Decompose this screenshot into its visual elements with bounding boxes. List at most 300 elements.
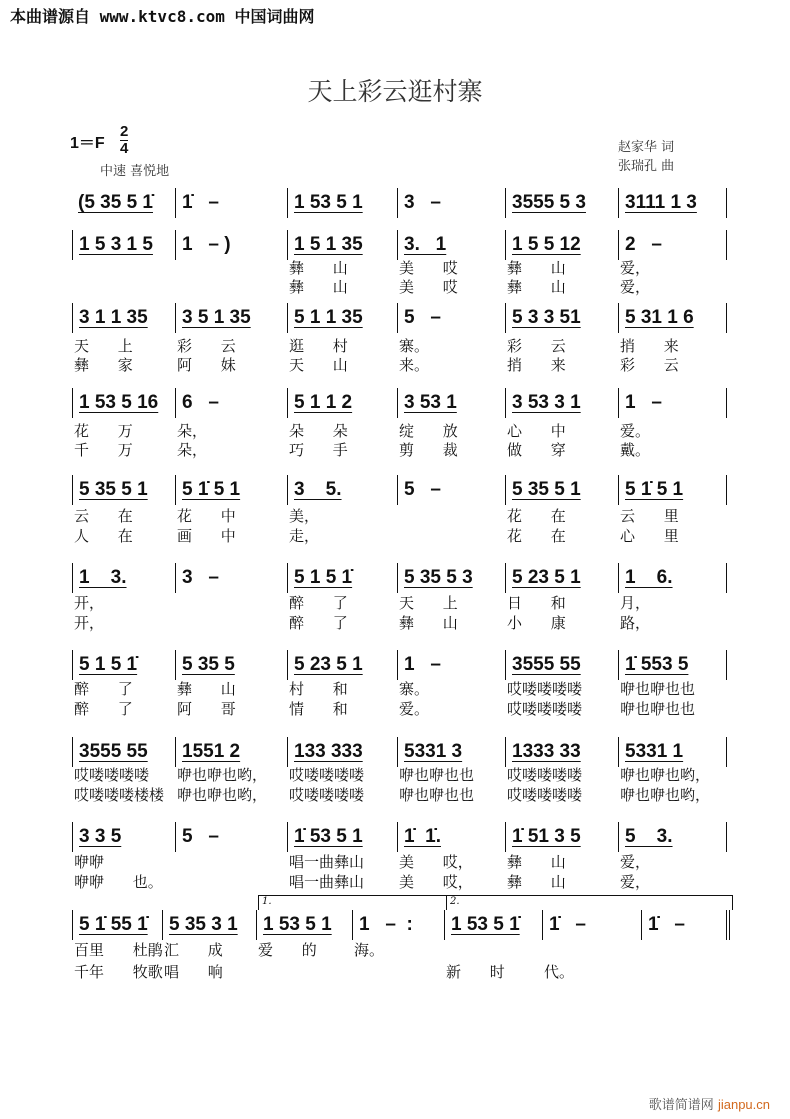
lyric-text: 彝 山: [289, 259, 348, 277]
lyric-measure: [175, 613, 287, 633]
measure-notes: 1 53 5 1: [294, 192, 363, 213]
lyric-text: [175, 872, 287, 892]
lyric-text: 天 上: [399, 594, 458, 612]
lyric-text: 咿也咿也也: [620, 680, 696, 698]
lyrics-verse-2: [0, 872, 790, 892]
measure-notes: 5 –: [404, 479, 441, 500]
lyric-measure: [618, 852, 727, 872]
lyric-text: 彩 云: [620, 356, 679, 374]
key-signature: 1＝F: [70, 135, 105, 152]
measure-notes: 5 23 5 1: [294, 654, 363, 675]
lyric-text: 朵，: [177, 422, 208, 440]
lyric-text: [175, 277, 287, 297]
measure: [72, 188, 175, 218]
staff-line: [0, 475, 790, 505]
tempo-marking: 中速 喜悦地: [100, 164, 170, 179]
lyrics-verse-1: [0, 852, 790, 872]
lyric-measure: [175, 765, 287, 785]
lyric-measure: [618, 440, 727, 460]
lyric-measure: [505, 336, 618, 356]
lyric-measure: [397, 679, 505, 699]
lyric-measure: [397, 785, 505, 805]
lyric-measure: [287, 679, 397, 699]
lyric-text: 来。: [399, 356, 430, 374]
lyrics-verse-2: [0, 962, 790, 982]
lyric-text: 咿也咿也哟，: [620, 786, 711, 804]
lyric-measure: [287, 785, 397, 805]
measure-notes: 5 31 1 6: [625, 307, 694, 328]
measure: [505, 303, 618, 333]
measure-notes: 5 1̇ 5 1: [182, 479, 241, 500]
lyric-text: 情 和: [289, 700, 348, 718]
lyric-text: 唱一曲彝山: [289, 873, 365, 891]
watermark-text: 歌谱简谱网: [648, 1098, 714, 1113]
lyric-text: [72, 258, 175, 278]
measure-notes: 2 –: [625, 234, 662, 255]
lyric-text: 彝 山: [177, 680, 236, 698]
lyric-text: 阿 哥: [177, 700, 236, 718]
lyric-text: 咿也咿也哟，: [177, 786, 268, 804]
measure-notes: 5 1̇ 5 1: [625, 479, 684, 500]
lyrics-verse-1: [0, 765, 790, 785]
lyric-text: 捎 来: [507, 356, 566, 374]
measure-notes: 3. 1: [404, 234, 447, 255]
lyric-text: [641, 940, 730, 960]
measure: [618, 563, 727, 593]
lyric-measure: [72, 699, 175, 719]
lyric-text: 小 康: [507, 614, 566, 632]
measure: [505, 650, 618, 680]
measure-notes: 5 1 5 1̇: [294, 567, 353, 588]
lyric-text: 彩 云: [177, 337, 236, 355]
measure-notes: 5 1 1 35: [294, 307, 363, 328]
measure-notes: 5 1 5 1̇: [79, 654, 138, 675]
measure: [618, 388, 727, 418]
lyric-text: 美 哎，: [399, 873, 473, 891]
lyric-measure: [287, 440, 397, 460]
lyric-text: 百里 杜鹃: [74, 941, 163, 959]
lyric-measure: [505, 355, 618, 375]
source-banner: 本曲谱源自 www.ktvc8.com 中国词曲网: [10, 7, 315, 26]
lyric-measure: [397, 613, 505, 633]
lyric-measure: [287, 355, 397, 375]
lyric-text: 彩 云: [507, 337, 566, 355]
lyric-text: 咿咿 也。: [74, 873, 163, 891]
measure-notes: 3 –: [404, 192, 441, 213]
lyric-text: 寨。: [399, 337, 430, 355]
lyric-measure: [444, 940, 542, 960]
lyric-measure: [505, 593, 618, 613]
measure: [287, 563, 397, 593]
song-title: 天上彩云逛村寨: [307, 77, 483, 106]
lyric-measure: [175, 852, 287, 872]
lyric-measure: [72, 679, 175, 699]
lyric-measure: [542, 962, 641, 982]
lyric-text: 美 哎: [399, 259, 458, 277]
lyric-text: 咿也咿也哟，: [620, 766, 711, 784]
lyric-measure: [444, 962, 542, 982]
lyric-measure: [72, 277, 175, 297]
lyric-measure: [72, 506, 175, 526]
lyric-measure: [287, 277, 397, 297]
lyrics-verse-1: [0, 421, 790, 441]
lyrics-verse-2: [0, 355, 790, 375]
lyric-measure: [397, 421, 505, 441]
measure-notes: 5 35 5: [182, 654, 235, 675]
lyrics-verse-2: [0, 613, 790, 633]
measure: [287, 650, 397, 680]
lyric-text: 日 和: [507, 594, 566, 612]
staff-line: [0, 188, 790, 218]
staff-line: [0, 822, 790, 852]
lyric-measure: [287, 699, 397, 719]
measure: [505, 737, 618, 767]
lyric-text: 醉 了: [74, 700, 133, 718]
volta-second-ending: 2.: [446, 895, 733, 910]
measure: [175, 822, 287, 852]
measure: [397, 230, 505, 260]
lyric-measure: [175, 679, 287, 699]
time-signature-bottom: 4: [120, 140, 129, 157]
measure: [397, 303, 505, 333]
measure-notes: 5 23 5 1: [512, 567, 581, 588]
measure-notes: 3555 5 3: [512, 192, 586, 213]
lyric-measure: [505, 526, 618, 546]
measure-notes: 5 35 5 1: [79, 479, 148, 500]
lyric-text: 哎喽喽喽喽: [507, 786, 583, 804]
lyric-text: 彝 山: [507, 853, 566, 871]
lyric-text: 千年 牧歌: [74, 963, 163, 981]
lyric-measure: [618, 506, 727, 526]
lyric-measure: [505, 872, 618, 892]
measure-notes: 1̇ 1̇.: [404, 826, 441, 847]
measure: [256, 910, 352, 940]
measure-notes: 5331 3: [404, 741, 463, 762]
lyric-text: 巧 手: [289, 441, 348, 459]
measure: [175, 475, 287, 505]
measure-notes: 1 5 3 1 5: [79, 234, 153, 255]
lyric-measure: [505, 679, 618, 699]
measure: [618, 230, 727, 260]
lyric-measure: [505, 699, 618, 719]
lyric-measure: [175, 872, 287, 892]
lyric-measure: [641, 940, 730, 960]
lyric-measure: [72, 593, 175, 613]
lyric-text: 花 中: [177, 507, 236, 525]
measure-notes: (5 35 5 1̇: [78, 192, 153, 213]
lyric-text: 爱，: [620, 853, 651, 871]
measure: [287, 475, 397, 505]
lyric-text: 咿也咿也哟，: [177, 766, 268, 784]
measure-notes: 5 35 5 3: [404, 567, 473, 588]
lyrics-verse-1: [0, 506, 790, 526]
lyric-text: 美 哎: [399, 278, 458, 296]
lyric-measure: [397, 355, 505, 375]
lyric-measure: [256, 962, 352, 982]
measure-notes: 1 53 5 16: [79, 392, 159, 413]
lyric-text: 爱，: [620, 278, 651, 296]
lyric-measure: [175, 258, 287, 278]
lyric-text: 哎喽喽喽喽: [507, 766, 583, 784]
measure-notes: 1 53 5 1̇: [451, 914, 520, 935]
lyric-measure: [618, 765, 727, 785]
measure-notes: 1 –: [625, 392, 662, 413]
lyric-text: 捎 来: [620, 337, 679, 355]
measure-notes: 3555 55: [512, 654, 581, 675]
lyric-text: 走，: [289, 527, 320, 545]
lyric-measure: [505, 765, 618, 785]
measure-notes: 3 5 1 35: [182, 307, 251, 328]
lyric-measure: [352, 962, 444, 982]
measure: [72, 910, 162, 940]
measure-notes: 3 53 1: [404, 392, 457, 413]
measure-notes: 1 –: [404, 654, 441, 675]
lyric-text: 心 中: [507, 422, 566, 440]
measure: [287, 303, 397, 333]
measure: [175, 388, 287, 418]
lyric-text: 彝 山: [507, 873, 566, 891]
measure: [72, 650, 175, 680]
lyric-text: [72, 277, 175, 297]
lyric-measure: [72, 258, 175, 278]
watermark-site: jianpu.cn: [717, 1097, 770, 1112]
lyric-measure: [287, 336, 397, 356]
measure: [175, 650, 287, 680]
lyric-text: 朵，: [177, 441, 208, 459]
lyrics-verse-1: [0, 336, 790, 356]
lyric-text: 咿咿: [74, 853, 105, 871]
measure: [72, 822, 175, 852]
lyric-measure: [175, 593, 287, 613]
lyric-measure: [72, 355, 175, 375]
lyric-measure: [618, 355, 727, 375]
lyric-text: 云 在: [74, 507, 133, 525]
lyric-measure: [175, 421, 287, 441]
lyrics-verse-2: [0, 440, 790, 460]
measure-notes: 1̇ –: [549, 914, 586, 935]
lyric-text: 彝 山: [399, 614, 458, 632]
lyric-text: 爱。: [620, 422, 651, 440]
lyric-measure: [287, 765, 397, 785]
lyrics-verse-1: [0, 258, 790, 278]
lyric-text: 醉 了: [289, 594, 348, 612]
lyric-measure: [618, 336, 727, 356]
measure-notes: 1̇ 53 5 1: [294, 826, 363, 847]
measure-notes: 5 –: [182, 826, 219, 847]
lyric-text: [352, 962, 444, 982]
lyric-measure: [162, 962, 256, 982]
measure: [72, 230, 175, 260]
lyric-measure: [162, 940, 256, 960]
lyric-text: 花 在: [507, 527, 566, 545]
measure-notes: 3111 1 3: [625, 192, 697, 213]
measure: [397, 563, 505, 593]
measure: [287, 737, 397, 767]
lyric-text: 爱 的: [258, 941, 317, 959]
lyric-measure: [287, 852, 397, 872]
measure-notes: 3 5.: [294, 479, 342, 500]
measure: [72, 737, 175, 767]
lyric-measure: [72, 785, 175, 805]
lyric-measure: [175, 699, 287, 719]
lyric-measure: [72, 852, 175, 872]
lyric-measure: [397, 440, 505, 460]
staff-line: [0, 650, 790, 680]
lyric-text: 哎喽喽喽喽: [507, 700, 583, 718]
staff-line: [0, 230, 790, 260]
lyric-measure: [397, 336, 505, 356]
measure: [175, 737, 287, 767]
lyric-text: 哎喽喽喽喽: [289, 766, 365, 784]
measure: [397, 388, 505, 418]
lyric-measure: [505, 613, 618, 633]
lyric-measure: [618, 613, 727, 633]
watermark: [649, 1094, 770, 1113]
lyric-measure: [72, 765, 175, 785]
lyric-measure: [505, 785, 618, 805]
measure: [397, 475, 505, 505]
lyric-measure: [287, 613, 397, 633]
measure-notes: 1̇ 553 5: [625, 654, 689, 675]
lyric-measure: [397, 258, 505, 278]
measure: [175, 230, 287, 260]
lyric-measure: [287, 526, 397, 546]
lyric-text: 彝 山: [507, 278, 566, 296]
lyric-measure: [641, 962, 730, 982]
time-signature-top: 2: [120, 123, 129, 140]
lyric-measure: [72, 440, 175, 460]
measure-notes: 1̇ –: [648, 914, 685, 935]
lyric-text: 月，: [620, 594, 651, 612]
measure: [175, 188, 287, 218]
measure: [72, 303, 175, 333]
measure-notes: 5 1̇ 55 1̇: [79, 914, 148, 935]
lyric-measure: [618, 421, 727, 441]
measure-notes: 1 – :: [359, 914, 413, 935]
measure: [397, 737, 505, 767]
lyric-measure: [175, 506, 287, 526]
measure-notes: 5 3 3 51: [512, 307, 581, 328]
lyric-measure: [72, 336, 175, 356]
lyric-text: [256, 962, 352, 982]
lyric-measure: [175, 526, 287, 546]
lyric-text: 新 时: [446, 963, 505, 981]
lyric-text: 爱，: [620, 873, 651, 891]
measure: [505, 188, 618, 218]
lyric-measure: [72, 962, 162, 982]
lyric-measure: [72, 613, 175, 633]
measure-notes: 5 1 1 2: [294, 392, 353, 413]
lyrics-verse-2: [0, 526, 790, 546]
measure: [618, 822, 727, 852]
measure-notes: 6 –: [182, 392, 219, 413]
lyric-text: 醉 了: [74, 680, 133, 698]
lyric-text: 咿也咿也也: [399, 786, 475, 804]
measure-notes: 1 5 5 12: [512, 234, 581, 255]
measure: [505, 230, 618, 260]
lyric-text: 寨。: [399, 680, 430, 698]
lyric-text: 村 和: [289, 680, 348, 698]
measure: [505, 388, 618, 418]
measure: [618, 188, 727, 218]
lyric-measure: [352, 940, 444, 960]
lyrics-verse-2: [0, 785, 790, 805]
measure-notes: 3 53 3 1: [512, 392, 581, 413]
lyric-measure: [256, 940, 352, 960]
measure-notes: 1 6.: [625, 567, 673, 588]
measure-notes: 5 35 5 1: [512, 479, 581, 500]
lyric-text: 哎喽喽喽喽: [74, 766, 150, 784]
lyric-measure: [72, 872, 175, 892]
lyricist-credit: 赵家华 词: [618, 140, 675, 155]
measure: [618, 650, 727, 680]
measure: [618, 303, 727, 333]
lyric-text: 绽 放: [399, 422, 458, 440]
lyric-text: 花 在: [507, 507, 566, 525]
lyric-text: 开，: [74, 594, 105, 612]
lyric-measure: [618, 593, 727, 613]
lyric-measure: [397, 526, 505, 546]
measure: [505, 475, 618, 505]
staff-line: [0, 388, 790, 418]
lyric-text: 开，: [74, 614, 105, 632]
lyric-measure: [175, 277, 287, 297]
lyric-text: 唱 响: [164, 963, 223, 981]
lyrics-verse-2: [0, 699, 790, 719]
measure: [352, 910, 444, 940]
lyric-text: 哎喽喽喽楼楼: [74, 786, 165, 804]
lyric-measure: [618, 526, 727, 546]
measure-notes: 1 5 1 35: [294, 234, 363, 255]
lyric-text: 画 中: [177, 527, 236, 545]
lyric-measure: [397, 872, 505, 892]
measure: [287, 388, 397, 418]
measure: [72, 388, 175, 418]
lyric-measure: [542, 940, 641, 960]
lyric-measure: [397, 506, 505, 526]
lyric-text: 哎喽喽喽喽: [289, 786, 365, 804]
lyric-measure: [505, 421, 618, 441]
lyric-text: 美 哎，: [399, 853, 473, 871]
lyric-text: [397, 526, 505, 546]
lyric-measure: [175, 785, 287, 805]
measure-notes: 5331 1: [625, 741, 684, 762]
measure-notes: 3555 55: [79, 741, 148, 762]
lyric-measure: [397, 593, 505, 613]
measure: [641, 910, 730, 940]
measure-notes: 5 35 3 1: [169, 914, 238, 935]
measure: [287, 230, 397, 260]
measure-notes: 1 3.: [79, 567, 127, 588]
measure: [175, 303, 287, 333]
lyric-text: 花 万: [74, 422, 133, 440]
measure: [72, 475, 175, 505]
measure-notes: 1̇ 51 3 5: [512, 826, 581, 847]
measure-notes: 1 53 5 1: [263, 914, 332, 935]
measure: [287, 188, 397, 218]
measure-notes: 133 333: [294, 741, 363, 762]
lyric-text: 云 里: [620, 507, 679, 525]
measure: [72, 563, 175, 593]
lyric-measure: [618, 785, 727, 805]
lyric-measure: [505, 506, 618, 526]
staff-line: [0, 910, 790, 940]
lyric-text: 心 里: [620, 527, 679, 545]
lyric-measure: [287, 593, 397, 613]
lyric-text: 咿也咿也也: [620, 700, 696, 718]
staff-line: [0, 737, 790, 767]
lyric-text: 彝 山: [507, 259, 566, 277]
